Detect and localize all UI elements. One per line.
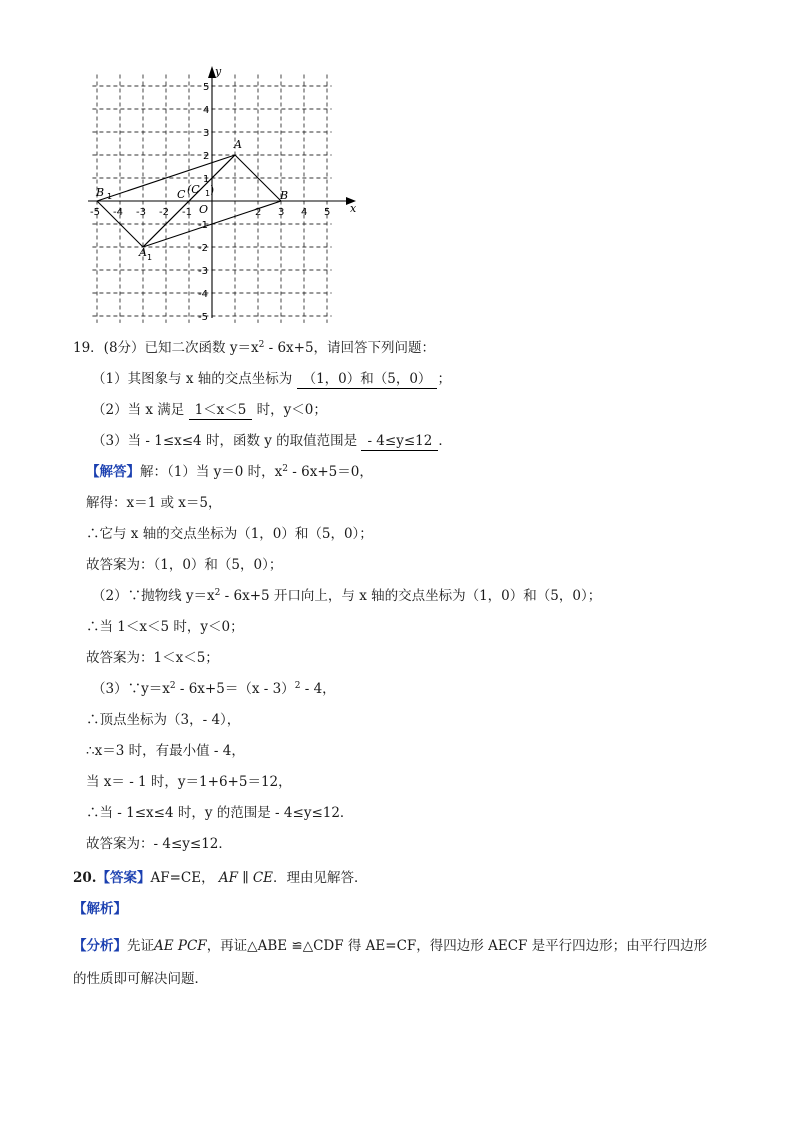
math-ae-pcf: AE PCF [154,938,207,954]
point-label-b: B [280,189,289,202]
point-label-b1: B [96,186,105,199]
point-label-a1-sub: 1 [147,253,153,262]
y-tick-label: -1 [198,220,208,231]
q20-fenxi-line-1: 【分析】先证AE PCF，再证△ABE ≌△CDF 得 AE=CF，得四边形 AECF 是平行四边形；由平行四边形 [73,938,708,954]
x-tick-label: -2 [159,207,169,218]
y-tick-label: 4 [203,105,210,116]
point-label-c1-sub: 1 [205,189,211,198]
y-tick-label: 3 [203,128,210,139]
q20-number: 20. [73,870,97,886]
x-tick-label: 4 [301,207,308,218]
answer-blank-2: 1＜x＜5 [189,401,253,420]
q20-analysis-heading [73,900,127,918]
q19-header: 19．(8分）已知二次函数 $y=x^2 - 6x+5$，请回答下列问题： [73,340,436,356]
solution-line-7: 故答案为：1＜x＜5； [86,650,219,666]
q20-answer-line: 20.【答案】AF=CE， AF ∥ CE．理由见解答． [73,870,368,886]
solution-line-10: ∴x＝3 时，有最小值 - 4， [86,743,245,759]
point-label-b1-sub: 1 [107,192,113,201]
solution-line-3: ∴它与 x 轴的交点坐标为（1，0）和（5，0）； [86,526,373,542]
point-label-c1: (C [187,183,200,196]
answer-blank-3: - 4≤y≤12 [361,432,438,451]
x-tick-label: 2 [255,207,262,218]
y-tick-label: -3 [198,266,208,277]
y-tick-label: 2 [203,151,210,162]
answer-blank-1: （1，0）和（5，0） [297,370,438,389]
point-label-a1: A [139,246,147,259]
solution-line-11: 当 x＝ - 1 时，y＝1+6+5＝12， [86,774,292,790]
answer-tag: 【答案】 [96,870,151,886]
x-tick-label: -1 [182,207,192,218]
q19-part3: （3）当 - 1≤x≤4 时，函数 y 的取值范围是 - 4≤y≤12 ． [92,433,452,449]
x-tick-label: -3 [136,207,146,218]
analysis-tag: 【解析】 [73,901,127,917]
y-tick-label: -4 [198,289,208,300]
solution-tag: 【解答】 [86,464,140,480]
solution-line-12: ∴当 - 1≤x≤4 时，y 的范围是 - 4≤y≤12． [86,805,354,821]
math-af-parallel-ce: AF ∥ CE [218,870,274,886]
solution-line-8: $(3)\because y=x^2 - 6x+5=(x - 3)^2 - 4$， [92,681,336,697]
y-tick-label: 5 [203,82,210,93]
x-tick-label: 3 [278,207,285,218]
solution-line-9: ∴顶点坐标为（3，- 4）， [86,712,241,728]
q19-part2: （2）当 x 满足 1＜x＜5 时，y＜0； [92,402,327,418]
x-axis-label: x [350,202,357,215]
solution-line-1: 【解答】解：（1）当 y＝0 时，$x^2 - 6x+5=0$， [86,464,373,480]
solution-line-2: 解得：x＝1 或 x＝5， [86,495,222,511]
solution-line-5: （2）∵抛物线 $y=x^2 - 6x+5$ 开口向上，与 x 轴的交点坐标为（1，0）和（5，0）； [92,588,602,604]
q20-fenxi-line-2: 的性质即可解决问题． [73,971,208,987]
x-tick-labels [90,207,330,218]
x-tick-label: 5 [324,207,331,218]
x-tick-label: -5 [90,207,100,218]
labels [90,65,357,323]
y-tick-label: 1 [203,174,210,185]
solution-line-13: 故答案为：- 4≤y≤12． [86,836,232,852]
point-label-a: A [234,138,242,151]
y-tick-label: -2 [198,243,208,254]
x-tick-label: -4 [113,207,123,218]
y-tick-label: -5 [198,312,208,323]
fenxi-tag: 【分析】 [73,938,127,954]
axes [88,66,356,318]
point-label-c: C [177,188,186,201]
point-label-c1-close: ) [210,183,215,196]
origin-label: O [199,203,209,216]
coordinate-graph [84,62,364,324]
solution-line-4: 故答案为：（1，0）和（5，0）； [86,557,283,573]
y-axis-label: y [215,65,222,78]
q19-part1: （1）其图象与 x 轴的交点坐标为 （1，0）和（5，0） ； [92,371,451,387]
graph-svg [84,62,364,324]
solution-line-6: ∴当 1＜x＜5 时，y＜0； [86,619,244,635]
